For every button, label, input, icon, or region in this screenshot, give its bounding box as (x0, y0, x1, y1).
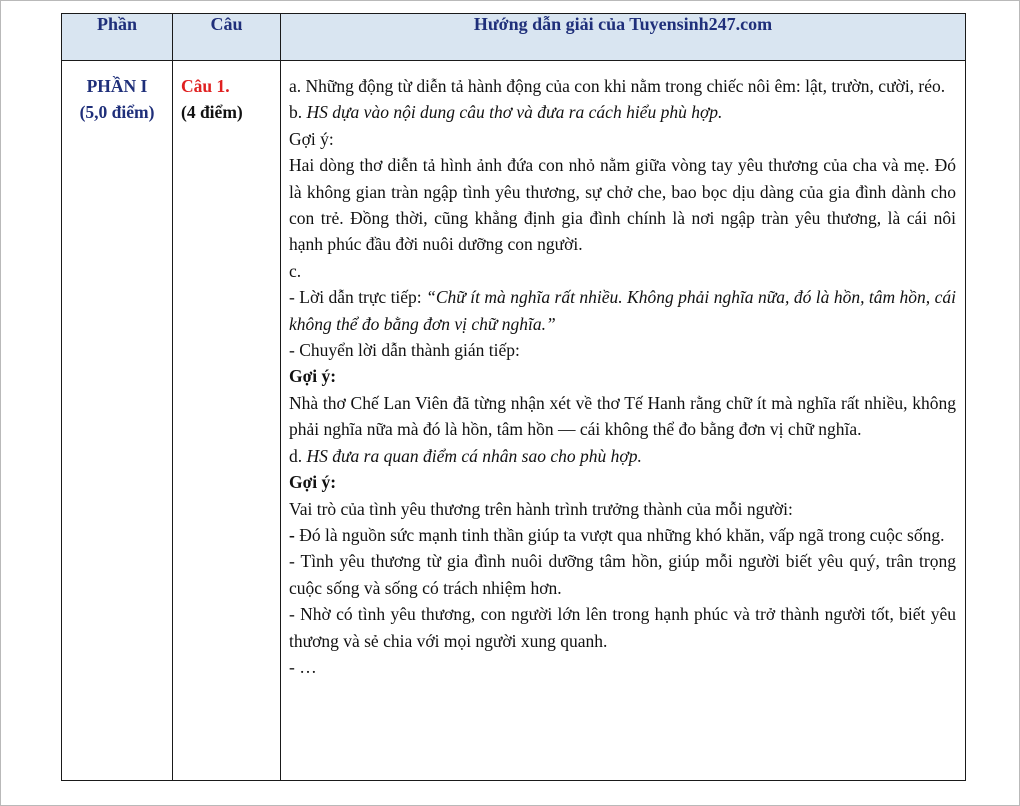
answer-table (61, 13, 966, 781)
direct-quote: “Chữ ít mà nghĩa rất nhiều. Không phải nghĩa nữa, đó là hồn, tâm hồn, cái không thể đo bằng đơn vị chữ nghĩa.” (289, 287, 956, 334)
answer-a: a. Những động từ diễn tả hành động của con khi nằm trong chiếc nôi êm: lật, trườn, cười, réo. (289, 76, 946, 96)
table-row (62, 61, 966, 781)
answer-c-label: c. (289, 260, 302, 281)
hint-label: Gợi ý: (289, 366, 337, 387)
header-question: Câu (173, 14, 281, 61)
answer-b-text: HS dựa vào nội dung câu thơ và đưa ra cách hiểu phù hợp. (306, 102, 723, 123)
section-name: PHẦN I (86, 76, 148, 96)
hint-intro: Vai trò của tình yêu thương trên hành trình trưởng thành của mỗi người: (289, 498, 793, 519)
header-guide: Hướng dẫn giải của Tuyensinh247.com (281, 14, 966, 61)
hint-text: Hai dòng thơ diễn tả hình ảnh đứa con nhỏ nằm giữa vòng tay yêu thương của cha và mẹ. Đó là không gian tràn ngập tình yêu thương, sự chở che, bao bọc dịu dàng của gia đình dành cho con trẻ. Đồng thời, cũng khẳng định gia đình chính là nơi ngập tràn yêu thương, là cái nôi hạnh phúc đầu đời nuôi dưỡng con người. (289, 155, 956, 255)
list-item (289, 522, 956, 548)
answer-b (289, 99, 956, 125)
answer-d-prefix: d. (289, 445, 307, 466)
list-item-ellipsis: - … (289, 656, 317, 677)
hint-label: Gợi ý: (289, 128, 334, 149)
section-points: (5,0 điểm) (79, 102, 155, 122)
header-section: Phần (62, 14, 173, 61)
guide-content (281, 61, 966, 781)
list-item-text: Đó là nguồn sức mạnh tinh thần giúp ta vượt qua những khó khăn, vấp ngã trong cuộc sống. (294, 524, 945, 545)
list-item: - Tình yêu thương từ gia đình nuôi dưỡng tâm hồn, giúp mỗi người biết yêu quý, trân trọng cuộc sống và sống có trách nhiệm hơn. (289, 551, 956, 598)
question-points: (4 điểm) (181, 102, 243, 122)
answer-c-direct (289, 284, 956, 337)
hint-text: Nhà thơ Chế Lan Viên đã từng nhận xét về thơ Tế Hanh rằng chữ ít mà nghĩa rất nhiều, không phải nghĩa nữa mà đó là hồn, tâm hồn — cái không thể đo bằng đơn vị chữ nghĩa. (289, 392, 956, 440)
question-number: Câu 1. (181, 76, 230, 96)
answer-c-indirect: - Chuyển lời dẫn thành gián tiếp: (289, 340, 520, 361)
answer-d (289, 443, 956, 469)
list-dash: - (289, 524, 295, 545)
table-header-row (62, 14, 966, 61)
section-cell (62, 61, 173, 781)
question-cell (173, 61, 281, 781)
direct-quote-prefix: - Lời dẫn trực tiếp: (289, 287, 427, 308)
hint-label: Gợi ý: (289, 472, 337, 493)
answer-d-text: HS đưa ra quan điểm cá nhân sao cho phù hợp. (306, 445, 642, 466)
list-item: - Nhờ có tình yêu thương, con người lớn lên trong hạnh phúc và trở thành người tốt, biết yêu thương và sẻ chia với mọi người xung quanh. (289, 604, 956, 651)
answer-b-prefix: b. (289, 102, 307, 123)
